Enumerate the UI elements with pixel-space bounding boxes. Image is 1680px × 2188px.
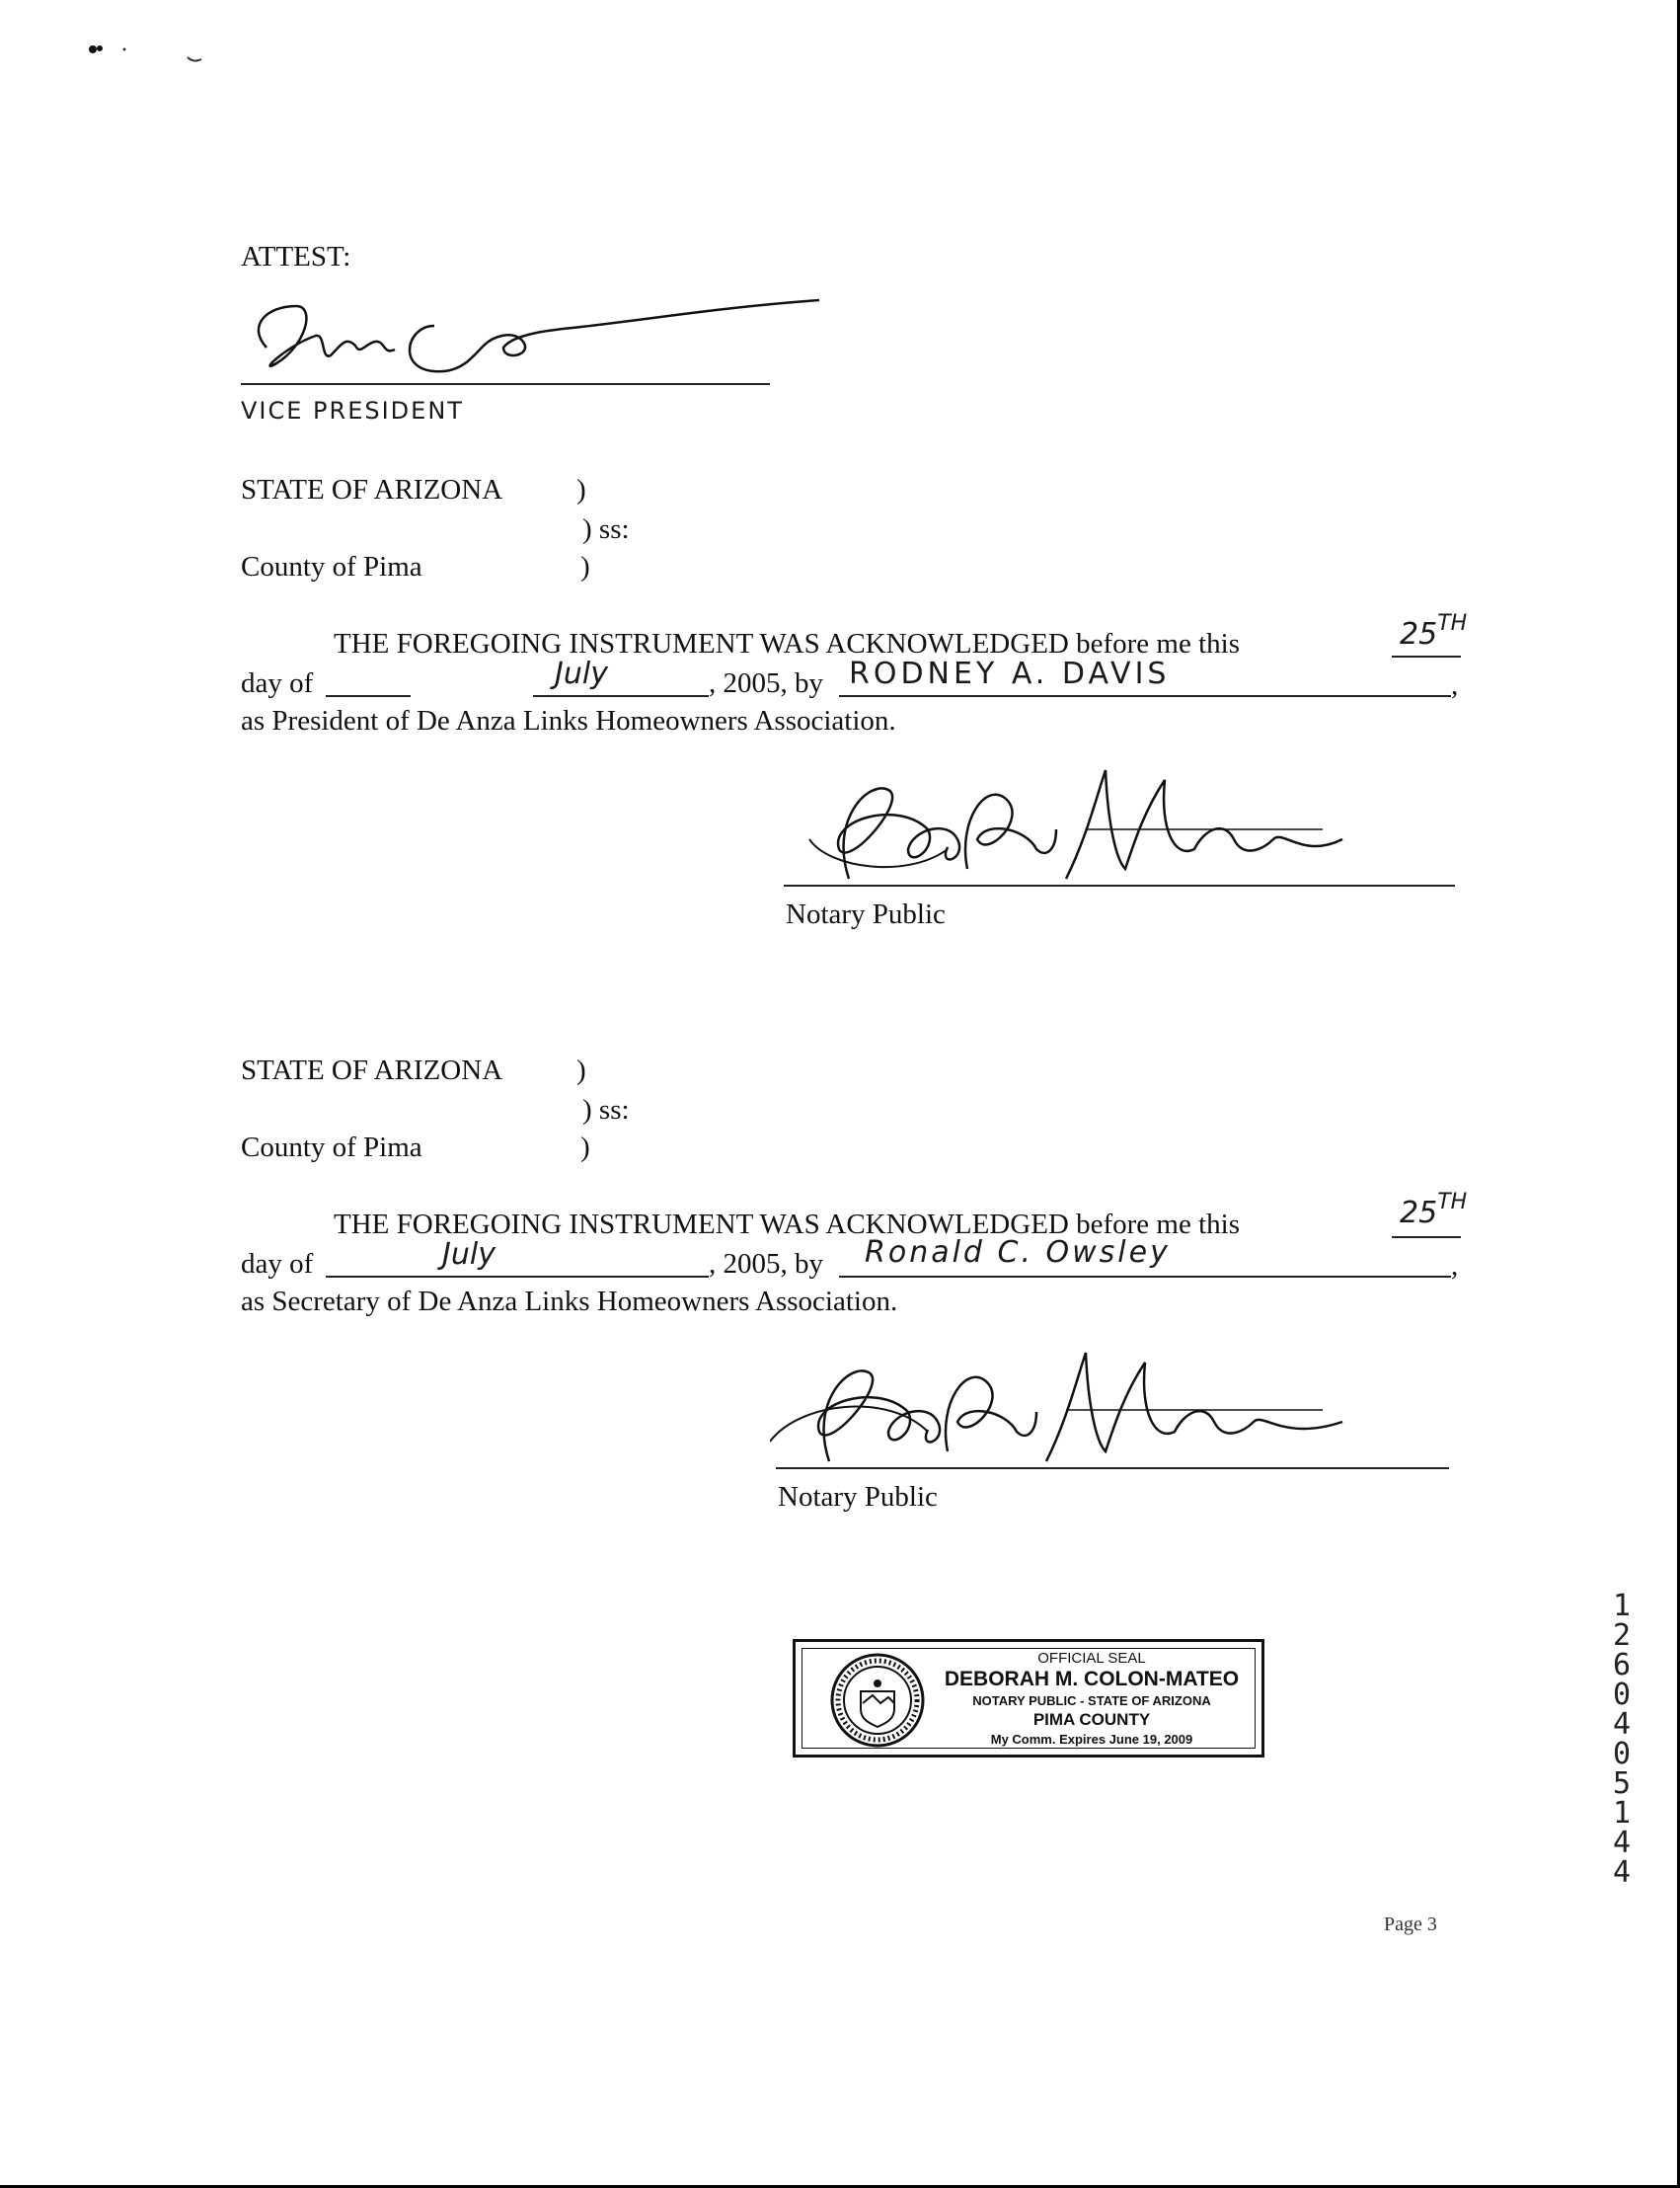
block2-name: Ronald C. Owsley: [865, 1235, 1171, 1270]
block1-notary-line: [784, 885, 1455, 887]
seal-official-seal: OFFICIAL SEAL: [1037, 1650, 1146, 1667]
notary-seal-stamp: [793, 1639, 1264, 1758]
block2-notary-label: Notary Public: [778, 1481, 938, 1513]
block2-state: STATE OF ARIZONA: [241, 1055, 503, 1086]
block2-day-of: day of: [241, 1248, 314, 1280]
block1-ss: ) ss:: [582, 513, 630, 545]
block2-name-line: [839, 1276, 1451, 1278]
block2-day-value: 25TH: [1400, 1190, 1468, 1230]
attest-label: ATTEST:: [241, 241, 351, 273]
recording-number: 1 2 6 0 4 0 5 1 4 4: [1612, 1589, 1632, 1890]
block2-year-by: , 2005, by: [709, 1248, 823, 1280]
block1-month: July: [555, 657, 608, 691]
block1-day-line: [1392, 656, 1461, 658]
block1-paren-bottom: ): [580, 551, 590, 583]
attest-signature: [237, 286, 829, 395]
seal-expiration: My Comm. Expires June 19, 2009: [990, 1732, 1193, 1747]
block1-comma: ,: [1451, 669, 1459, 701]
block1-month-line-b: [533, 695, 709, 697]
block2-paren-bottom: ): [580, 1132, 590, 1163]
block2-role-line: as Secretary of De Anza Links Homeowners Association.: [241, 1286, 898, 1317]
arizona-state-seal-icon: [829, 1652, 926, 1749]
block1-name-line: [839, 695, 1451, 697]
seal-notary-state: NOTARY PUBLIC - STATE OF ARIZONA: [972, 1693, 1211, 1708]
block1-name: RODNEY A. DAVIS: [849, 657, 1171, 691]
attest-signer-title: VICE PRESIDENT: [241, 397, 464, 425]
seal-notary-name: DEBORAH M. COLON-MATEO: [944, 1668, 1240, 1690]
block2-paren-top: ): [576, 1055, 586, 1086]
block1-month-line-a: [326, 695, 411, 697]
block2-ack-text: THE FOREGOING INSTRUMENT WAS ACKNOWLEDGED before me this: [334, 1209, 1240, 1240]
scan-specks: [79, 36, 217, 75]
block1-year-by: , 2005, by: [709, 667, 823, 699]
block2-county: County of Pima: [241, 1132, 422, 1163]
block1-role-line: as President of De Anza Links Homeowners Association.: [241, 705, 896, 737]
block1-paren-top: ): [576, 474, 586, 506]
page-number: Page 3: [1384, 1914, 1437, 1935]
block2-comma: ,: [1451, 1250, 1459, 1282]
block1-state: STATE OF ARIZONA: [241, 474, 503, 506]
block1-day-value: 25TH: [1400, 611, 1468, 652]
block1-notary-label: Notary Public: [786, 899, 946, 930]
attest-signature-line: [241, 383, 770, 385]
block2-month: July: [442, 1237, 496, 1272]
block2-month-line: [326, 1276, 709, 1278]
block1-county: County of Pima: [241, 551, 422, 583]
block1-day-of: day of: [241, 667, 314, 699]
block2-notary-line: [776, 1467, 1449, 1469]
seal-county: PIMA COUNTY: [1032, 1710, 1151, 1729]
block1-ack-text: THE FOREGOING INSTRUMENT WAS ACKNOWLEDGED before me this: [334, 628, 1240, 660]
block2-ss: ) ss:: [582, 1094, 630, 1126]
block2-day-line: [1392, 1236, 1461, 1238]
